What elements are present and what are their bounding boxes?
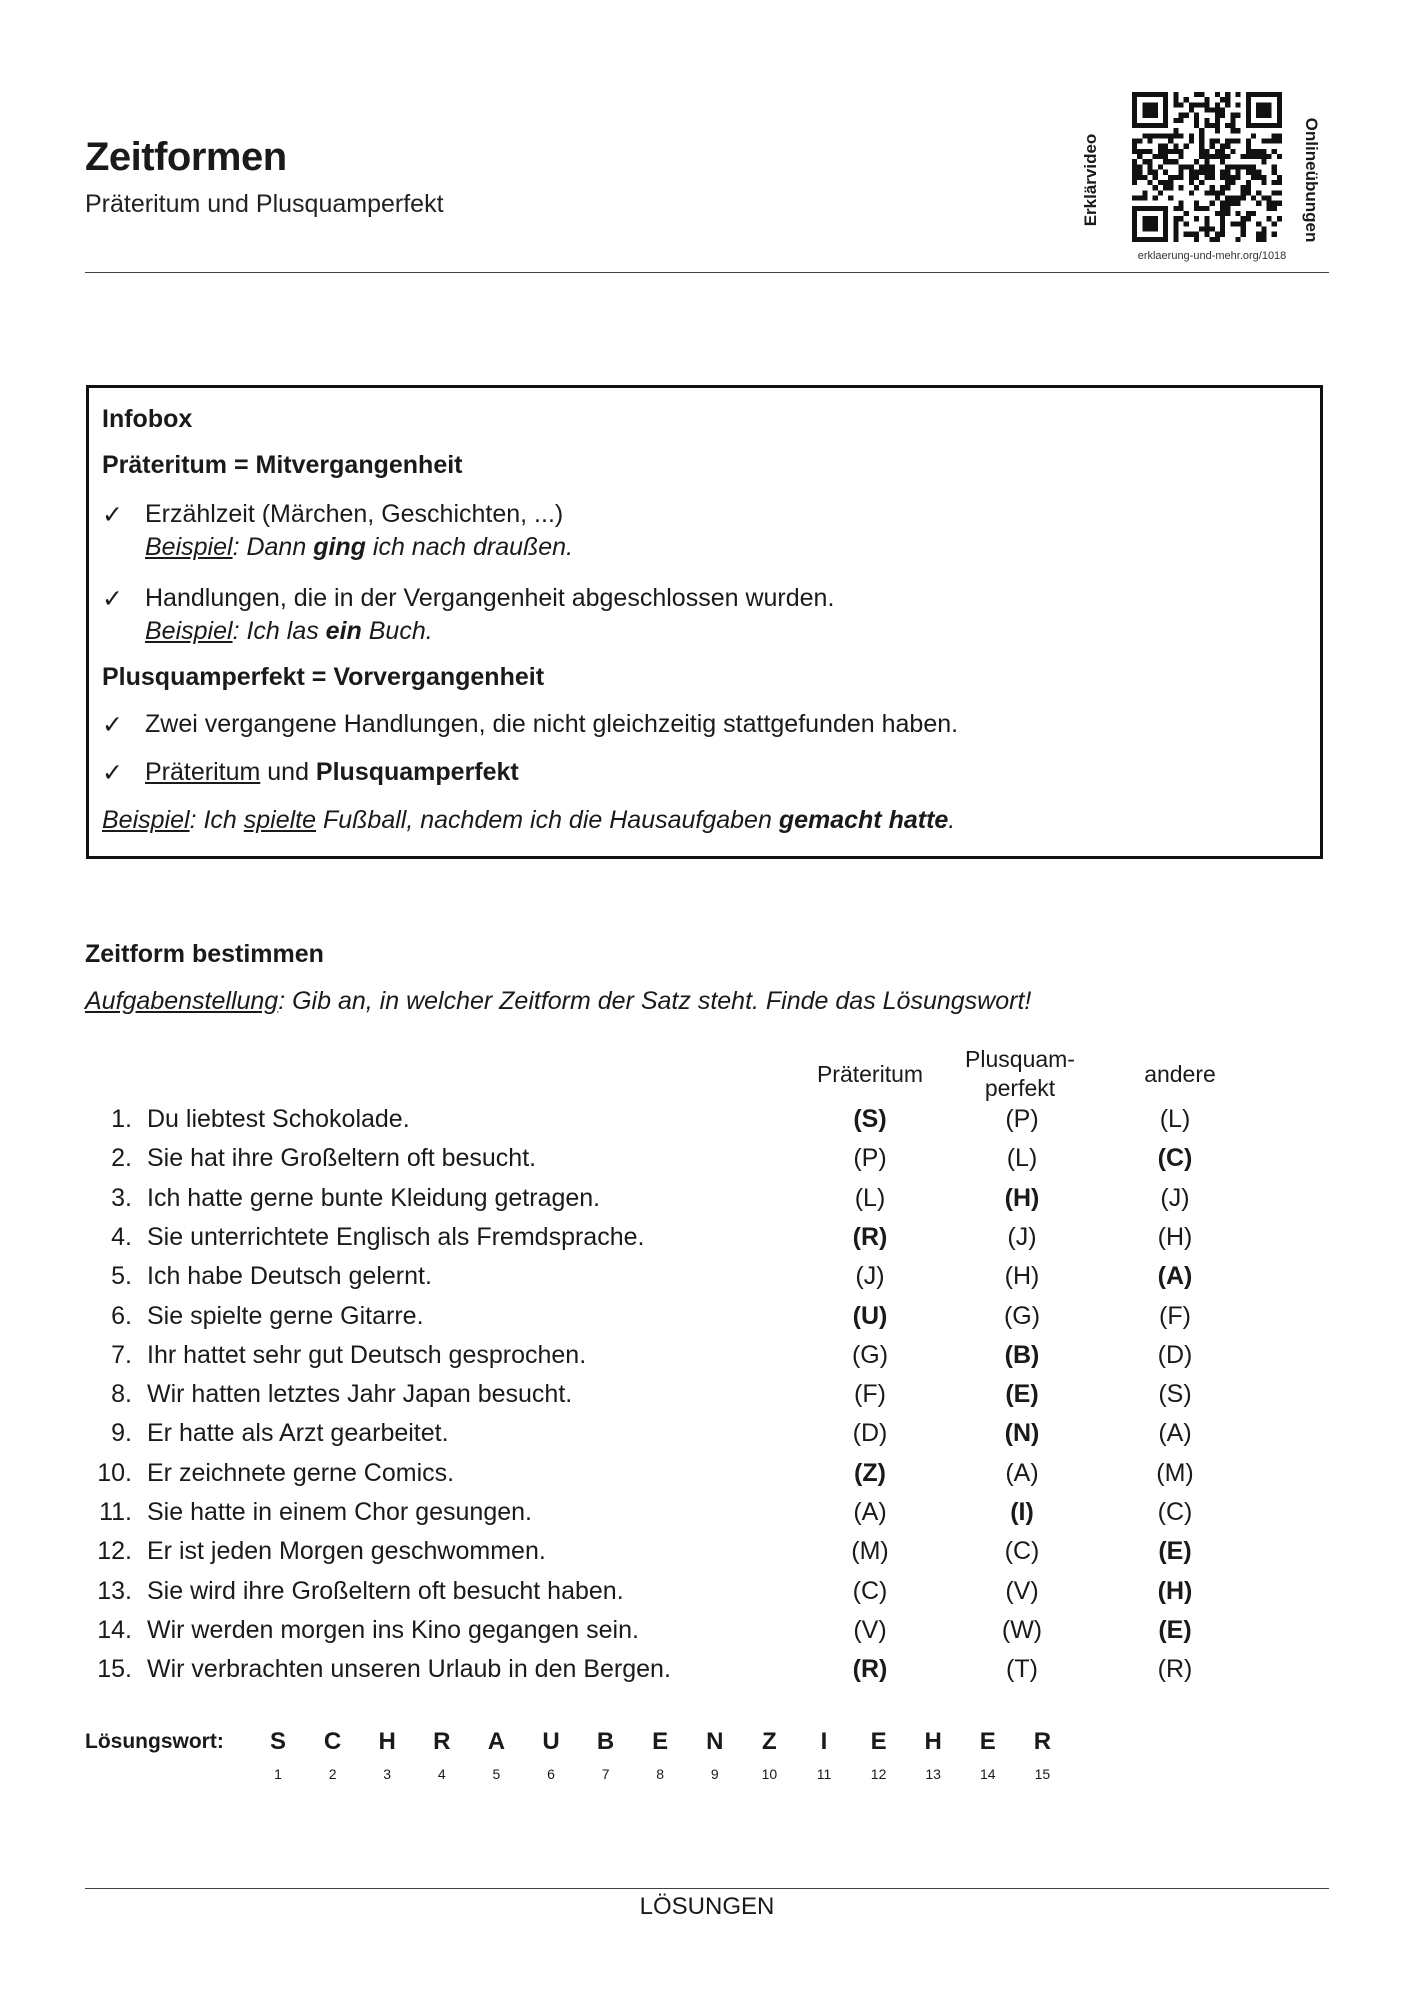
example-3-pre: Ich — [203, 806, 244, 834]
exercise-row — [0, 1498, 1414, 1537]
row-number: 2. — [111, 1144, 132, 1173]
option-praeteritum: (L) — [854, 1183, 886, 1212]
row-sentence: Sie hatte in einem Chor gesungen. — [147, 1498, 532, 1526]
exercise-row — [0, 1616, 1414, 1655]
solution-letter: H — [378, 1728, 396, 1755]
info-example-2: Beispiel: Ich las ein Buch. — [145, 617, 433, 645]
row-sentence: Er hatte als Arzt gearbeitet. — [147, 1419, 449, 1448]
solution-letter-number: 4 — [437, 1766, 446, 1782]
checkmark-icon: ✓ — [102, 759, 123, 787]
option-andere: (C) — [1157, 1498, 1193, 1526]
qr-label-exercises — [1296, 105, 1326, 255]
option-praeteritum: (G) — [851, 1340, 889, 1369]
option-andere: (C) — [1157, 1144, 1193, 1173]
option-plusquamperfekt: (L) — [1006, 1144, 1038, 1173]
option-praeteritum: (R) — [852, 1655, 888, 1684]
column-header-andere: andere — [1144, 1061, 1216, 1087]
option-andere: (D) — [1157, 1340, 1193, 1369]
row-sentence: Du liebtest Schokolade. — [147, 1105, 410, 1133]
exercise-row — [0, 1262, 1414, 1301]
option-praeteritum: (Z) — [854, 1458, 886, 1487]
example-label: Beispiel — [145, 617, 233, 645]
option-plusquamperfekt: (C) — [1004, 1537, 1040, 1566]
exercise-row — [0, 1537, 1414, 1576]
header-divider — [85, 272, 1329, 273]
footer-divider — [85, 1888, 1329, 1889]
option-praeteritum: (V) — [853, 1615, 887, 1644]
example-label: Beispiel — [145, 533, 233, 561]
solution-letter-number: 11 — [816, 1766, 832, 1782]
option-andere: (H) — [1157, 1222, 1193, 1251]
option-andere: (R) — [1157, 1655, 1193, 1684]
solution-letter: N — [706, 1728, 724, 1755]
option-plusquamperfekt: (B) — [1004, 1340, 1040, 1369]
plusquamperfekt-heading: Plusquamperfekt = Vorvergangenheit — [102, 663, 545, 691]
option-praeteritum: (U) — [852, 1301, 888, 1330]
row-number: 3. — [111, 1183, 132, 1212]
solution-letter: U — [542, 1728, 560, 1755]
row-number: 7. — [111, 1340, 132, 1369]
example-1-post: ich nach draußen. — [365, 533, 574, 561]
example-2-bold: ein — [325, 617, 362, 645]
option-plusquamperfekt: (V) — [1005, 1576, 1039, 1605]
solution-letter: E — [870, 1728, 887, 1755]
solution-letter: Z — [762, 1728, 777, 1755]
column-header-praeteritum: Präteritum — [816, 1061, 924, 1087]
checkmark-icon: ✓ — [102, 501, 123, 529]
example-1-bold: ging — [313, 533, 366, 561]
column-header-plusquam-line2: perfekt — [984, 1075, 1056, 1101]
example-label: Beispiel — [102, 806, 190, 834]
option-plusquamperfekt: (G) — [1003, 1301, 1041, 1330]
option-praeteritum: (M) — [851, 1537, 889, 1566]
solution-letter: S — [269, 1728, 286, 1755]
info-example-1: Beispiel: Dann ging ich nach draußen. — [145, 533, 574, 561]
option-plusquamperfekt: (P) — [1005, 1105, 1039, 1133]
exercise-row — [0, 1419, 1414, 1458]
solution-letter-number: 10 — [761, 1766, 778, 1782]
option-praeteritum: (S) — [853, 1105, 887, 1133]
option-andere: (F) — [1159, 1301, 1191, 1330]
exercise-heading: Zeitform bestimmen — [85, 940, 324, 968]
option-andere: (E) — [1158, 1537, 1192, 1566]
info-item-narrative: Erzählzeit (Märchen, Geschichten, ...) — [145, 500, 564, 528]
solution-letter-number: 7 — [601, 1766, 610, 1782]
option-andere: (A) — [1157, 1262, 1193, 1291]
exercise-row — [0, 1380, 1414, 1419]
info-item-completed: Handlungen, die in der Vergangenheit abgeschlossen wurden. — [145, 584, 835, 612]
example-1-pre: Dann — [246, 533, 314, 561]
option-plusquamperfekt: (W) — [1001, 1615, 1043, 1644]
solution-letter-number: 13 — [925, 1766, 941, 1782]
checkmark-icon: ✓ — [102, 711, 123, 739]
solution-letter: R — [433, 1728, 451, 1755]
option-andere: (S) — [1158, 1380, 1192, 1409]
row-sentence: Ich habe Deutsch gelernt. — [147, 1262, 432, 1291]
solution-letter: R — [1033, 1728, 1052, 1755]
info-item-combination — [145, 758, 519, 787]
solution-letter: I — [820, 1728, 828, 1755]
row-sentence: Sie unterrichtete Englisch als Fremdsprache. — [147, 1222, 645, 1251]
combo-praeteritum: Präteritum — [145, 758, 261, 786]
solution-letter-number: 14 — [980, 1766, 996, 1782]
row-number: 10. — [97, 1458, 132, 1487]
row-sentence: Ich hatte gerne bunte Kleidung getragen. — [147, 1183, 601, 1212]
row-number: 9. — [111, 1419, 132, 1448]
row-number: 5. — [111, 1262, 132, 1291]
solution-letter-number: 1 — [274, 1766, 282, 1782]
option-praeteritum: (C) — [852, 1576, 888, 1605]
option-andere: (H) — [1157, 1576, 1193, 1605]
info-example-3: Beispiel: Ich spielte Fußball, nachdem ich die Hausaufgaben gemacht hatte. — [102, 806, 956, 834]
option-andere: (J) — [1160, 1183, 1190, 1212]
exercise-task — [85, 987, 1031, 1016]
row-sentence: Er zeichnete gerne Comics. — [147, 1458, 455, 1487]
example-3-bold: gemacht hatte — [778, 806, 949, 834]
footer-label: LÖSUNGEN — [639, 1893, 775, 1920]
solution-letter: A — [487, 1728, 506, 1755]
option-plusquamperfekt: (I) — [1010, 1498, 1034, 1526]
option-andere: (E) — [1158, 1615, 1192, 1644]
row-number: 12. — [97, 1537, 132, 1566]
option-plusquamperfekt: (H) — [1004, 1262, 1040, 1291]
option-plusquamperfekt: (A) — [1005, 1458, 1039, 1487]
page-title: Zeitformen — [85, 135, 287, 179]
solution-letter: E — [652, 1728, 669, 1755]
exercise-row — [0, 1144, 1414, 1183]
solution-letter-number: 5 — [492, 1766, 501, 1782]
infobox — [86, 385, 1323, 859]
row-number: 11. — [99, 1498, 132, 1526]
row-sentence: Sie hat ihre Großeltern oft besucht. — [147, 1144, 537, 1173]
row-number: 15. — [97, 1655, 132, 1684]
column-header-plusquamperfekt — [945, 1045, 1095, 1103]
row-sentence: Sie spielte gerne Gitarre. — [147, 1301, 424, 1330]
solution-letter-number: 8 — [656, 1766, 665, 1782]
solution-letter-number: 9 — [710, 1766, 719, 1782]
info-item-two-actions: Zwei vergangene Handlungen, die nicht gleichzeitig stattgefunden haben. — [145, 710, 959, 738]
solution-letter-number: 3 — [383, 1766, 392, 1782]
solution-letter: E — [979, 1728, 996, 1755]
checkmark-icon: ✓ — [102, 585, 123, 613]
option-plusquamperfekt: (T) — [1006, 1655, 1038, 1684]
row-sentence: Ihr hattet sehr gut Deutsch gesprochen. — [147, 1340, 587, 1369]
exercise-row — [0, 1105, 1414, 1144]
option-plusquamperfekt: (E) — [1005, 1380, 1039, 1409]
qr-label-video-text: Erklärvideo — [1081, 133, 1100, 227]
combo-and: und — [260, 758, 316, 786]
exercise-row — [0, 1341, 1414, 1380]
solution-letter: H — [924, 1728, 942, 1755]
exercise-row — [0, 1655, 1414, 1694]
option-andere: (L) — [1159, 1105, 1191, 1133]
qr-label-video — [1076, 120, 1106, 240]
option-praeteritum: (P) — [853, 1144, 887, 1173]
column-header-plusquam-line1: Plusquam- — [965, 1046, 1075, 1072]
qr-url: erklaerung-und-mehr.org/1018 — [1137, 250, 1287, 262]
option-praeteritum: (J) — [855, 1262, 885, 1291]
example-2-pre: Ich las — [246, 617, 326, 645]
row-number: 8. — [111, 1380, 132, 1409]
exercise-row — [0, 1223, 1414, 1262]
option-praeteritum: (R) — [852, 1222, 888, 1251]
qr-code-icon[interactable] — [1132, 92, 1282, 242]
exercise-row — [0, 1302, 1414, 1341]
solution-label: Lösungswort: — [85, 1730, 224, 1753]
page-subtitle: Präteritum und Plusquamperfekt — [85, 190, 444, 218]
row-sentence: Wir werden morgen ins Kino gegangen sein. — [147, 1615, 639, 1644]
row-number: 13. — [97, 1576, 132, 1605]
option-plusquamperfekt: (H) — [1004, 1183, 1040, 1212]
solution-letter: C — [323, 1728, 342, 1755]
exercise-row — [0, 1184, 1414, 1223]
row-number: 14. — [97, 1615, 132, 1644]
example-3-post: . — [948, 806, 956, 834]
task-text: : Gib an, in welcher Zeitform der Satz steht. Finde das Lösungswort! — [278, 987, 1032, 1015]
option-andere: (A) — [1158, 1419, 1192, 1448]
option-praeteritum: (D) — [852, 1419, 888, 1448]
example-3-underlined: spielte — [243, 806, 317, 834]
solution-letter-number: 12 — [870, 1766, 887, 1782]
solution-letter-number: 6 — [547, 1766, 555, 1782]
qr-label-exercises-text: Onlineübungen — [1302, 117, 1321, 243]
option-plusquamperfekt: (J) — [1007, 1222, 1037, 1251]
infobox-title: Infobox — [102, 405, 193, 433]
row-sentence: Sie wird ihre Großeltern oft besucht haben. — [147, 1576, 624, 1605]
option-praeteritum: (F) — [854, 1380, 886, 1409]
option-andere: (M) — [1156, 1458, 1194, 1487]
solution-letter: B — [596, 1728, 615, 1755]
row-number: 1. — [111, 1105, 132, 1133]
solution-letter-number: 15 — [1034, 1766, 1051, 1782]
exercise-row — [0, 1577, 1414, 1616]
row-sentence: Er ist jeden Morgen geschwommen. — [147, 1537, 546, 1566]
exercise-row — [0, 1459, 1414, 1498]
row-sentence: Wir hatten letztes Jahr Japan besucht. — [147, 1380, 573, 1409]
praeteritum-heading: Präteritum = Mitvergangenheit — [102, 451, 463, 479]
solution-letter-number: 2 — [328, 1766, 337, 1782]
combo-plusquamperfekt: Plusquamperfekt — [315, 758, 519, 786]
option-praeteritum: (A) — [853, 1498, 887, 1526]
row-sentence: Wir verbrachten unseren Urlaub in den Bergen. — [147, 1655, 671, 1684]
row-number: 6. — [111, 1301, 132, 1330]
row-number: 4. — [111, 1222, 132, 1251]
example-3-mid: Fußball, nachdem ich die Hausaufgaben — [316, 806, 779, 834]
option-plusquamperfekt: (N) — [1004, 1419, 1040, 1448]
example-2-post: Buch. — [361, 617, 433, 645]
task-label: Aufgabenstellung — [85, 987, 279, 1015]
